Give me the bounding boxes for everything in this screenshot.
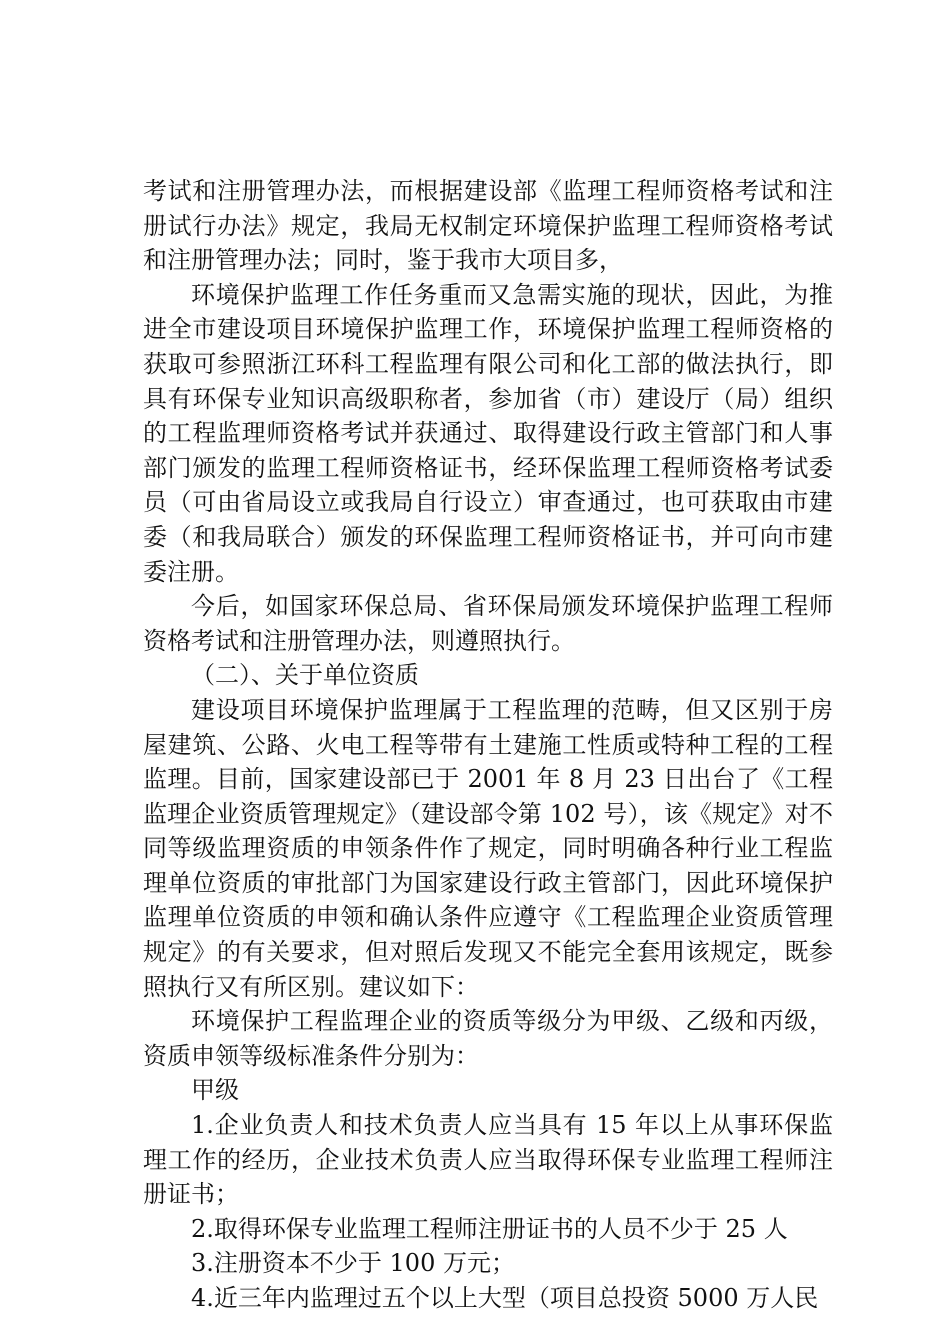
- subsection-heading: 甲级: [191, 1076, 239, 1105]
- paragraph: 环境保护监理工作任务重而又急需实施的现状，因此，为推进全市建设项目环境保护监理工作，环境保护监理工程师资格的获取可参照浙江环科工程监理有限公司和化工部的做法执行，即具有环保专业知识高级职称者，参加省（市）建设厅（局）组织的工程监理师资格考试并获通过、取得建设行政主管部门和人事部门颁发的监理工程师资格证书，经环保监理工程师资格考试委员（可由省局设立或我局自行设立）审查通过，也可获取由市建委（和我局联合）颁发的环保监理工程师资格证书，并可向市建委注册。: [143, 280, 833, 586]
- list-item: 2.取得环保专业监理工程师注册证书的人员不少于 25 人: [191, 1214, 788, 1243]
- paragraph: 环境保护工程监理企业的资质等级分为甲级、乙级和丙级，资质申领等级标准条件分别为：: [143, 1007, 833, 1070]
- list-item: 3.注册资本不少于 100 万元；: [191, 1249, 515, 1278]
- list-item: 4.近三年内监理过五个以上大型（项目总投资 5000 万人民: [191, 1284, 819, 1312]
- paragraph: 考试和注册管理办法，而根据建设部《监理工程师资格考试和注册试行办法》规定，我局无权制定环境保护监理工程师资格考试和注册管理办法；同时，鉴于我市大项目多，: [143, 177, 833, 275]
- document-body: [143, 174, 833, 1316]
- paragraph: 今后，如国家环保总局、省环保局颁发环境保护监理工程师资格考试和注册管理办法，则遵照执行。: [143, 592, 833, 655]
- list-item: 1.企业负责人和技术负责人应当具有 15 年以上从事环保监理工作的经历，企业技术负责人应当取得环保专业监理工程师注册证书；: [143, 1111, 833, 1209]
- section-heading: （二）、关于单位资质: [191, 661, 419, 690]
- paragraph: 建设项目环境保护监理属于工程监理的范畴，但又区别于房屋建筑、公路、火电工程等带有土建施工性质或特种工程的工程监理。目前，国家建设部已于 2001 年 8 月 23 日出台了《工程监理企业资质管理规定》（建设部令第 102 号），该《规定》对不同等级监理资质的申领条件作了规定，同时明确各种行业工程监理单位资质的审批部门为国家建设行政主管部门，因此环境保护监理单位资质的申领和确认条件应遵守《工程监理企业资质管理规定》的有关要求，但对照后发现又不能完全套用该规定，既参照执行又有所区别。建议如下：: [143, 695, 833, 1001]
